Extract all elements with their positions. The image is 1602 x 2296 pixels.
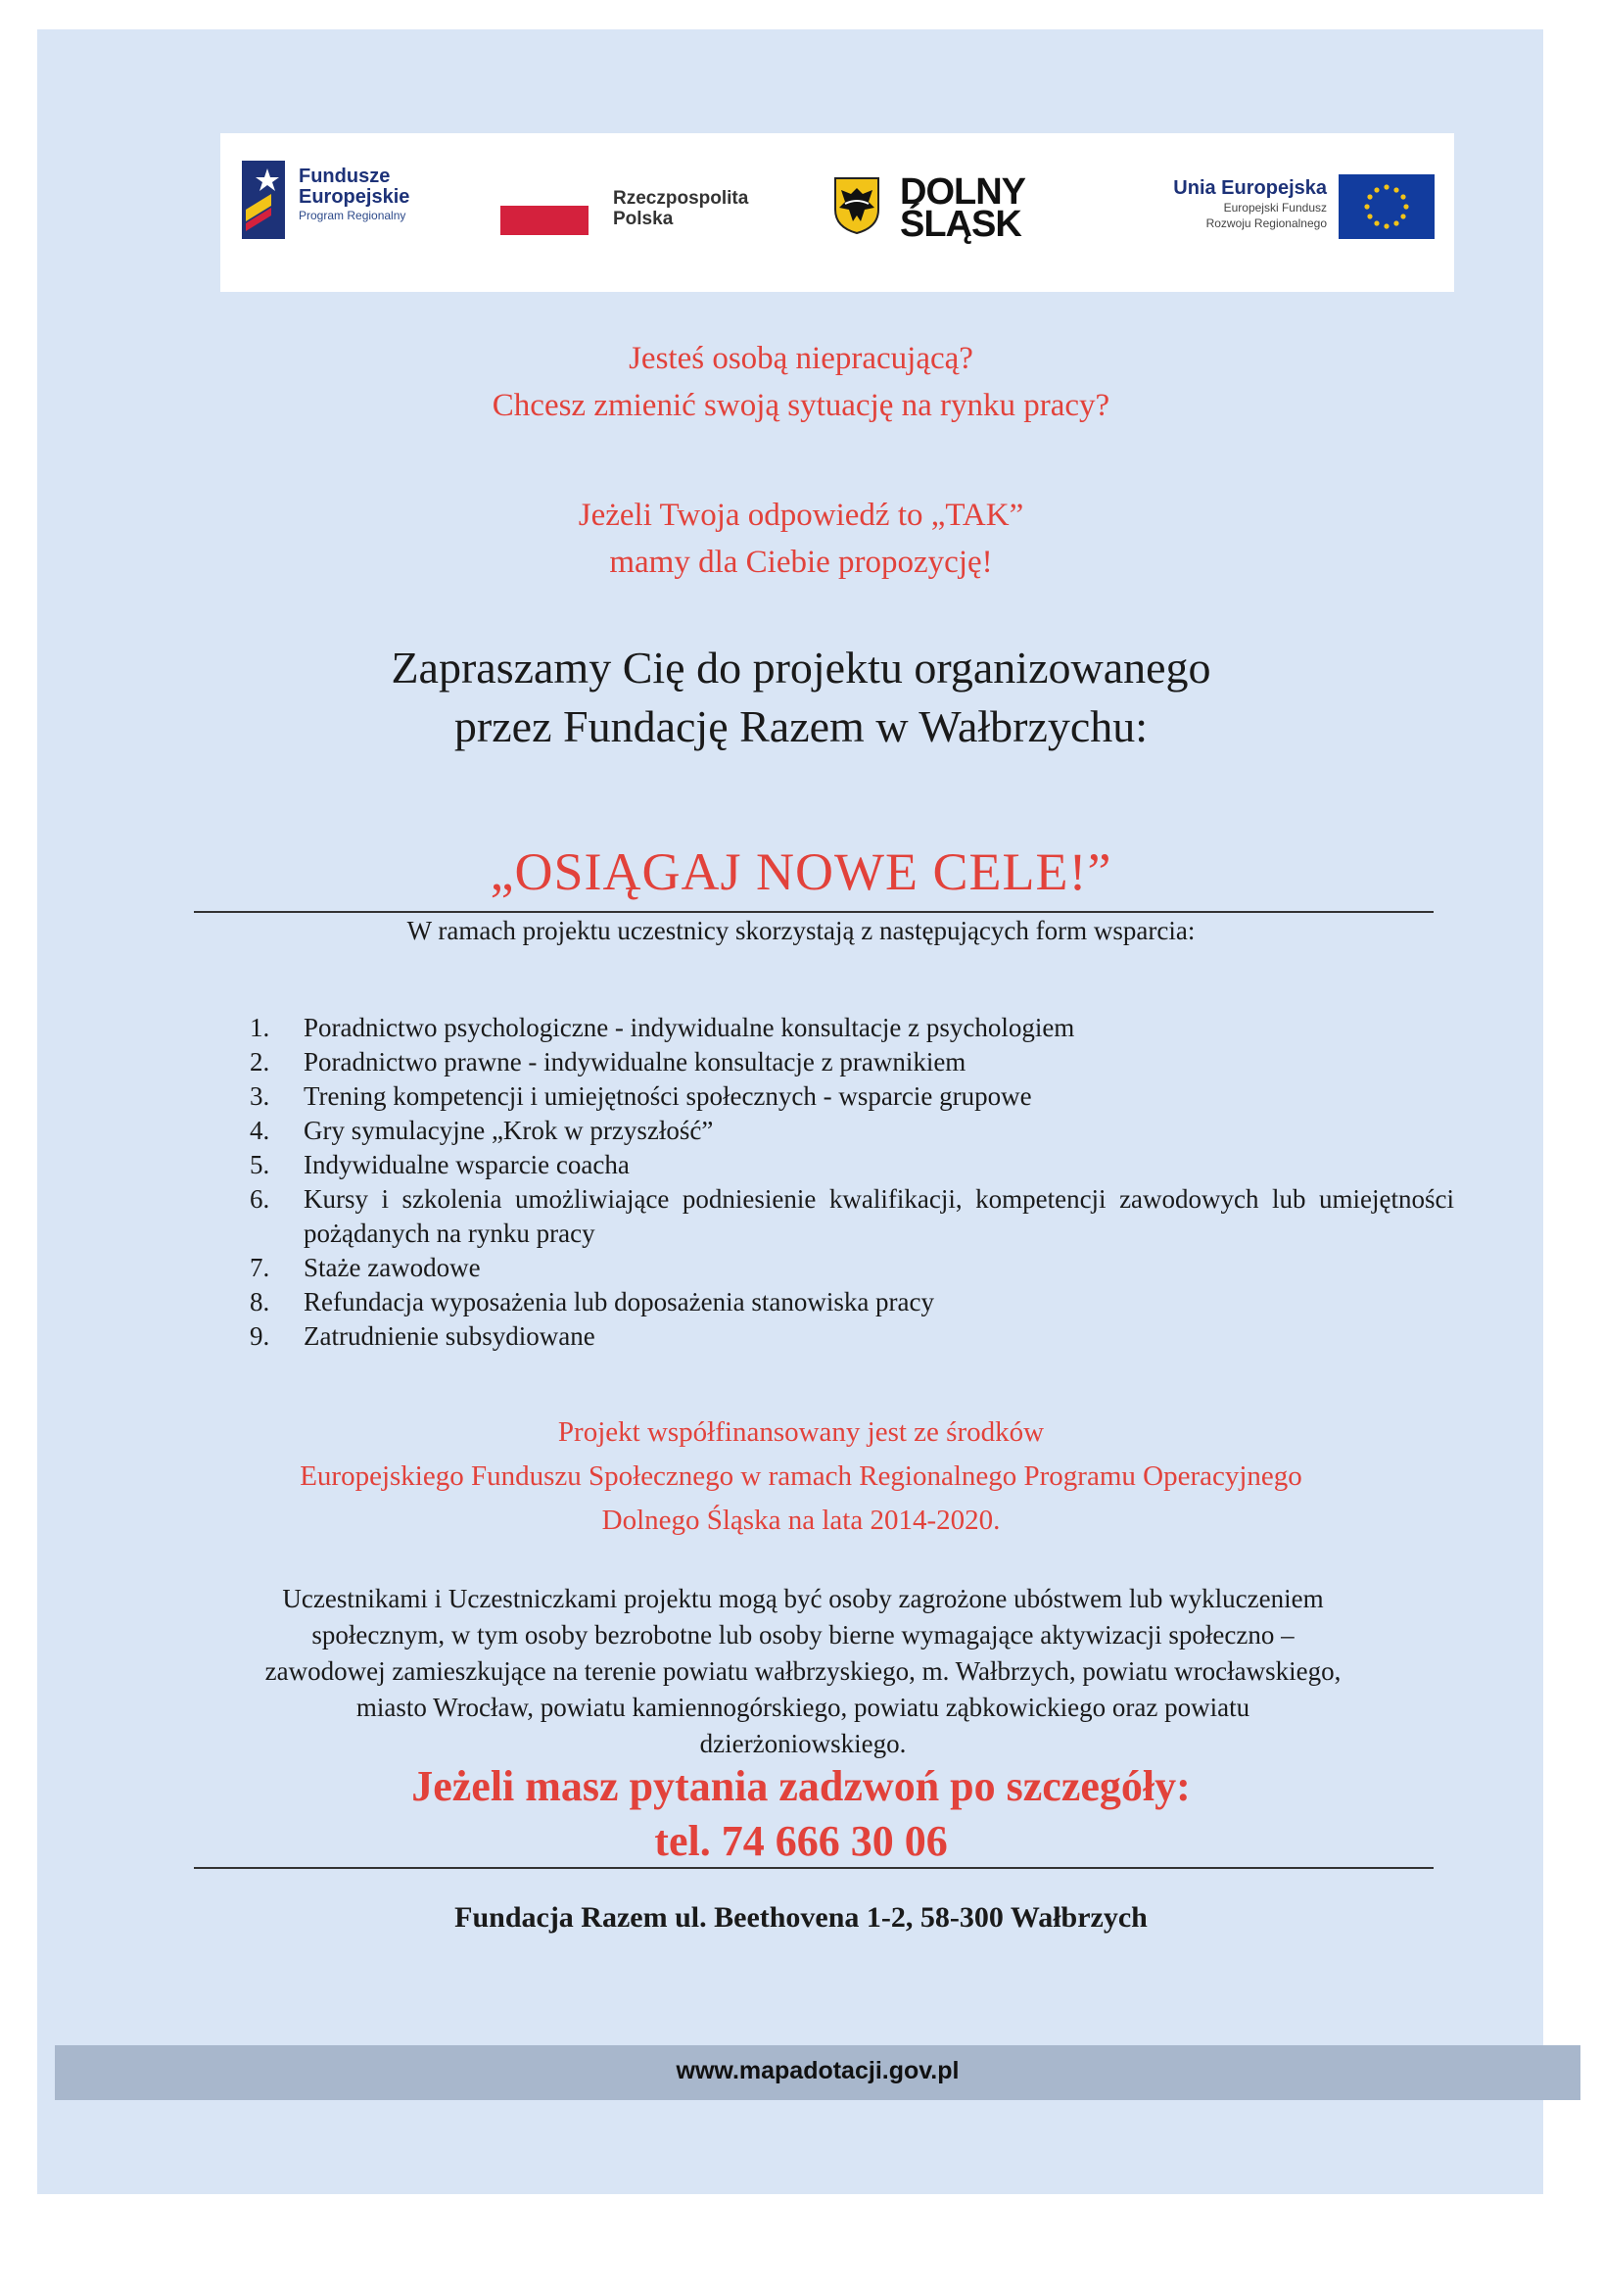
rzeczpospolita-line2: Polska xyxy=(613,209,674,229)
fundusze-line1: Fundusze xyxy=(299,166,391,187)
answer-block xyxy=(0,492,1602,586)
unia-line3: Rozwoju Regionalnego xyxy=(1205,216,1327,230)
eligibility-line4: miasto Wrocław, powiatu kamiennogórskiego, powiatu ząbkowickiego oraz powiatu xyxy=(355,1693,1250,1722)
answer-line1: Jeżeli Twoja odpowiedź to „TAK” xyxy=(578,498,1024,533)
address: Fundacja Razem ul. Beethovena 1-2, 58-300 Wałbrzych xyxy=(454,1901,1148,1934)
divider-bottom xyxy=(194,1867,1434,1869)
dolny-slask-logo xyxy=(833,168,1049,247)
fundusze-line3: Program Regionalny xyxy=(299,209,406,222)
list-item-number: 2. xyxy=(250,1047,270,1076)
list-item-number: 8. xyxy=(250,1287,270,1316)
eligibility-line5: dzierżoniowskiego. xyxy=(699,1729,907,1758)
fundusze-europejskie-logo xyxy=(242,161,457,268)
logo-strip xyxy=(220,133,1454,292)
fundusze-mark-icon xyxy=(242,161,285,239)
answer-line2: mamy dla Ciebie propozycję! xyxy=(609,545,993,580)
eligibility-line2: społecznym, w tym osoby bezrobotne lub osoby bierne wymagające aktywizacji społeczno – xyxy=(311,1620,1295,1650)
contact-block xyxy=(0,1759,1602,1869)
funding-line3: Dolnego Śląska na lata 2014-2020. xyxy=(601,1505,1001,1536)
rzeczpospolita-line1: Rzeczpospolita xyxy=(613,188,749,209)
invite-line1: Zapraszamy Cię do projektu organizowanego xyxy=(391,643,1211,693)
contact-line: Jeżeli masz pytania zadzwoń po szczegóły: xyxy=(411,1762,1191,1810)
invite-line2: przez Fundację Razem w Wałbrzychu: xyxy=(453,701,1149,751)
list-item xyxy=(250,1182,1454,1251)
list-item-number: 9. xyxy=(250,1321,270,1351)
list-item-text: Gry symulacyjne „Krok w przyszłość” xyxy=(304,1116,714,1145)
footer-bar xyxy=(55,2045,1580,2100)
dolny-slask-line1: DOLNY xyxy=(900,171,1025,213)
list-item-text: Kursy i szkolenia umożliwiające podniesienie kwalifikacji, kompetencji zawodowych lub umiejętności pożądanych na rynku pracy xyxy=(304,1184,1454,1248)
list-item-text: Refundacja wyposażenia lub doposażenia stanowiska pracy xyxy=(304,1287,935,1316)
funding-line1: Projekt współfinansowany jest ze środków xyxy=(557,1416,1045,1448)
list-item-number: 3. xyxy=(250,1081,270,1111)
eligibility-paragraph xyxy=(196,1581,1410,1762)
funding-note xyxy=(0,1411,1602,1543)
list-item xyxy=(250,1079,1454,1114)
rzeczpospolita-logo xyxy=(500,176,794,235)
list-item-number: 1. xyxy=(250,1013,270,1042)
eu-flag-icon xyxy=(1339,174,1435,239)
list-item-text: Poradnictwo psychologiczne - indywidualne konsultacje z psychologiem xyxy=(304,1013,1075,1042)
eagle-crest-icon xyxy=(833,176,880,235)
list-item xyxy=(250,1319,1454,1354)
funding-line2: Europejskiego Funduszu Społecznego w ramach Regionalnego Programu Operacyjnego xyxy=(300,1460,1302,1492)
unia-line2: Europejski Fundusz xyxy=(1223,201,1327,215)
dolny-slask-line2: ŚLĄSK xyxy=(900,204,1021,245)
list-item-number: 7. xyxy=(250,1253,270,1282)
list-item xyxy=(250,1148,1454,1182)
list-item-number: 6. xyxy=(250,1184,270,1214)
polish-flag-icon xyxy=(500,206,589,235)
questions-block xyxy=(0,335,1602,429)
fundusze-line2: Europejskie xyxy=(299,186,410,208)
list-item xyxy=(250,1285,1454,1319)
unia-line1: Unia Europejska xyxy=(1173,177,1327,199)
question-line2: Chcesz zmienić swoją sytuację na rynku pracy? xyxy=(492,388,1110,423)
list-item-text: Poradnictwo prawne - indywidualne konsultacje z prawnikiem xyxy=(304,1047,966,1076)
invite-heading xyxy=(0,639,1602,756)
list-item xyxy=(250,1045,1454,1079)
list-item-text: Trening kompetencji i umiejętności społecznych - wsparcie grupowe xyxy=(304,1081,1032,1111)
list-item xyxy=(250,1251,1454,1285)
list-item-text: Staże zawodowe xyxy=(304,1253,481,1282)
phone-number: tel. 74 666 30 06 xyxy=(654,1817,948,1865)
unia-europejska-logo xyxy=(1082,172,1444,251)
eligibility-line1: Uczestnikami i Uczestniczkami projektu mogą być osoby zagrożone ubóstwem lub wykluczeniem xyxy=(282,1584,1324,1613)
list-item-text: Indywidualne wsparcie coacha xyxy=(304,1150,630,1179)
support-intro: W ramach projektu uczestnicy skorzystają z następujących form wsparcia: xyxy=(406,916,1196,945)
list-item-text: Zatrudnienie subsydiowane xyxy=(304,1321,595,1351)
list-item-number: 5. xyxy=(250,1150,270,1179)
eligibility-line3: zawodowej zamieszkujące na terenie powiatu wałbrzyskiego, m. Wałbrzych, powiatu wrocławskiego, xyxy=(264,1656,1342,1686)
project-name: „OSIĄGAJ NOWE CELE!” xyxy=(490,842,1112,901)
list-item xyxy=(250,1114,1454,1148)
question-line1: Jesteś osobą niepracującą? xyxy=(629,341,973,376)
list-item-number: 4. xyxy=(250,1116,270,1145)
support-list xyxy=(250,1011,1454,1354)
list-item xyxy=(250,1011,1454,1045)
footer-url-link[interactable]: www.mapadotacji.gov.pl xyxy=(676,2057,960,2084)
